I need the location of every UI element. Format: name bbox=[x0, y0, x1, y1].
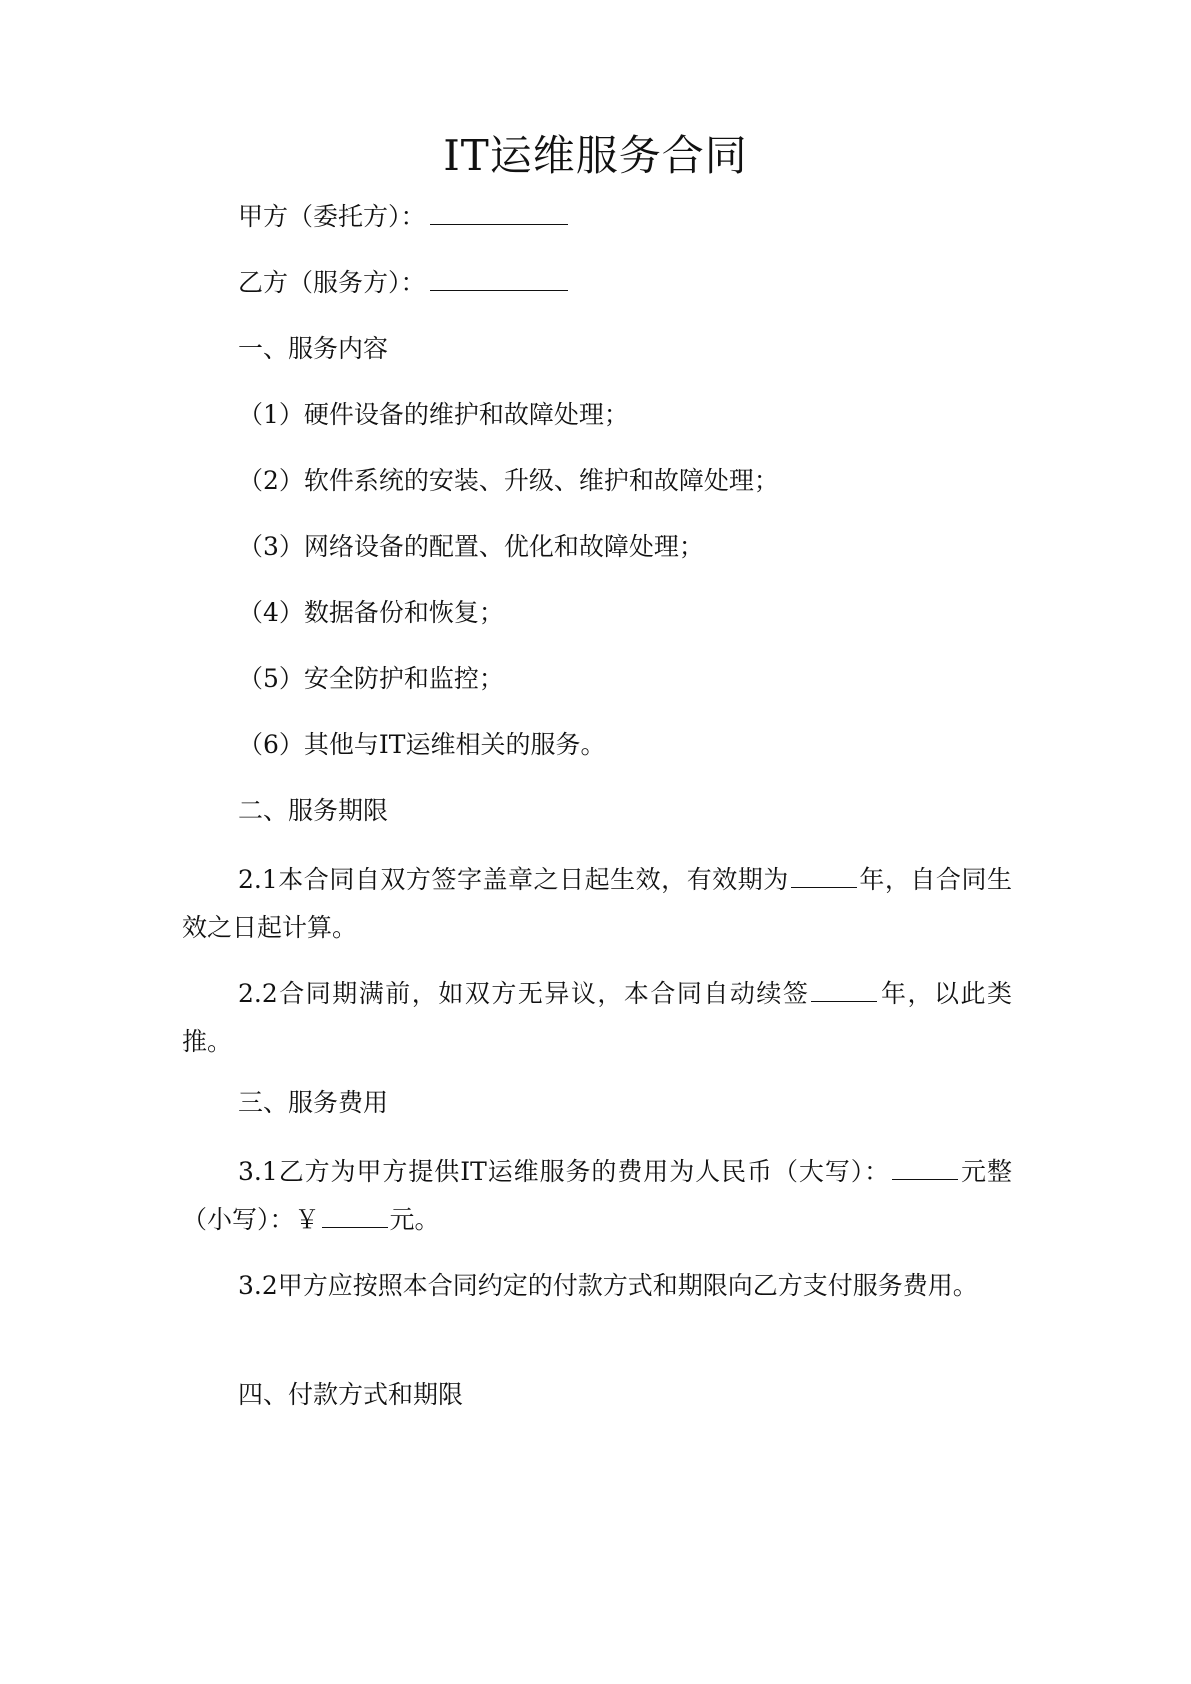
party-b-label: 乙方（服务方）： bbox=[238, 268, 426, 297]
party-a-blank bbox=[430, 200, 568, 225]
service-item-2: （2）软件系统的安装、升级、维护和故障处理； bbox=[238, 466, 779, 495]
party-a-line bbox=[238, 200, 568, 234]
service-item-1: （1）硬件设备的维护和故障处理； bbox=[238, 400, 629, 429]
clause-2-2-text-after: 年，以此类推。 bbox=[182, 979, 1012, 1056]
term-years-blank bbox=[791, 863, 857, 888]
clause-2-1 bbox=[182, 856, 1012, 952]
service-item-6: （6）其他与IT运维相关的服务。 bbox=[238, 730, 606, 759]
renewal-years-blank bbox=[811, 977, 877, 1002]
service-item-4: （4）数据备份和恢复； bbox=[238, 598, 504, 627]
clause-3-1-text-before: 3.1乙方为甲方提供IT运维服务的费用为人民币（大写）： bbox=[238, 1157, 891, 1186]
clause-3-1-text-after: 元。 bbox=[389, 1205, 440, 1234]
clause-2-2 bbox=[182, 970, 1012, 1066]
service-item-5: （5）安全防护和监控； bbox=[238, 664, 504, 693]
section-3-heading: 三、服务费用 bbox=[238, 1088, 389, 1117]
clause-2-1-text-after: 年，自合同生效之日起计算。 bbox=[182, 865, 1012, 942]
clause-2-1-text-before: 2.1本合同自双方签字盖章之日起生效，有效期为 bbox=[238, 865, 789, 894]
clause-2-2-text-before: 2.2合同期满前，如双方无异议，本合同自动续签 bbox=[238, 979, 810, 1008]
fee-uppercase-blank bbox=[892, 1155, 958, 1180]
section-2-heading: 二、服务期限 bbox=[238, 796, 389, 825]
document-title: IT运维服务合同 bbox=[443, 131, 748, 180]
party-a-label: 甲方（委托方）： bbox=[238, 202, 426, 231]
clause-3-1 bbox=[182, 1148, 1012, 1244]
section-4-heading: 四、付款方式和期限 bbox=[238, 1380, 464, 1409]
party-b-line bbox=[238, 266, 568, 300]
fee-amount-blank bbox=[322, 1203, 388, 1228]
section-1-heading: 一、服务内容 bbox=[238, 334, 389, 363]
party-b-blank bbox=[430, 266, 568, 291]
service-item-3: （3）网络设备的配置、优化和故障处理； bbox=[238, 532, 704, 561]
clause-3-1-text-middle: 元整（小写）：￥ bbox=[182, 1157, 1012, 1234]
clause-3-2: 3.2甲方应按照本合同约定的付款方式和期限向乙方支付服务费用。 bbox=[238, 1271, 978, 1300]
